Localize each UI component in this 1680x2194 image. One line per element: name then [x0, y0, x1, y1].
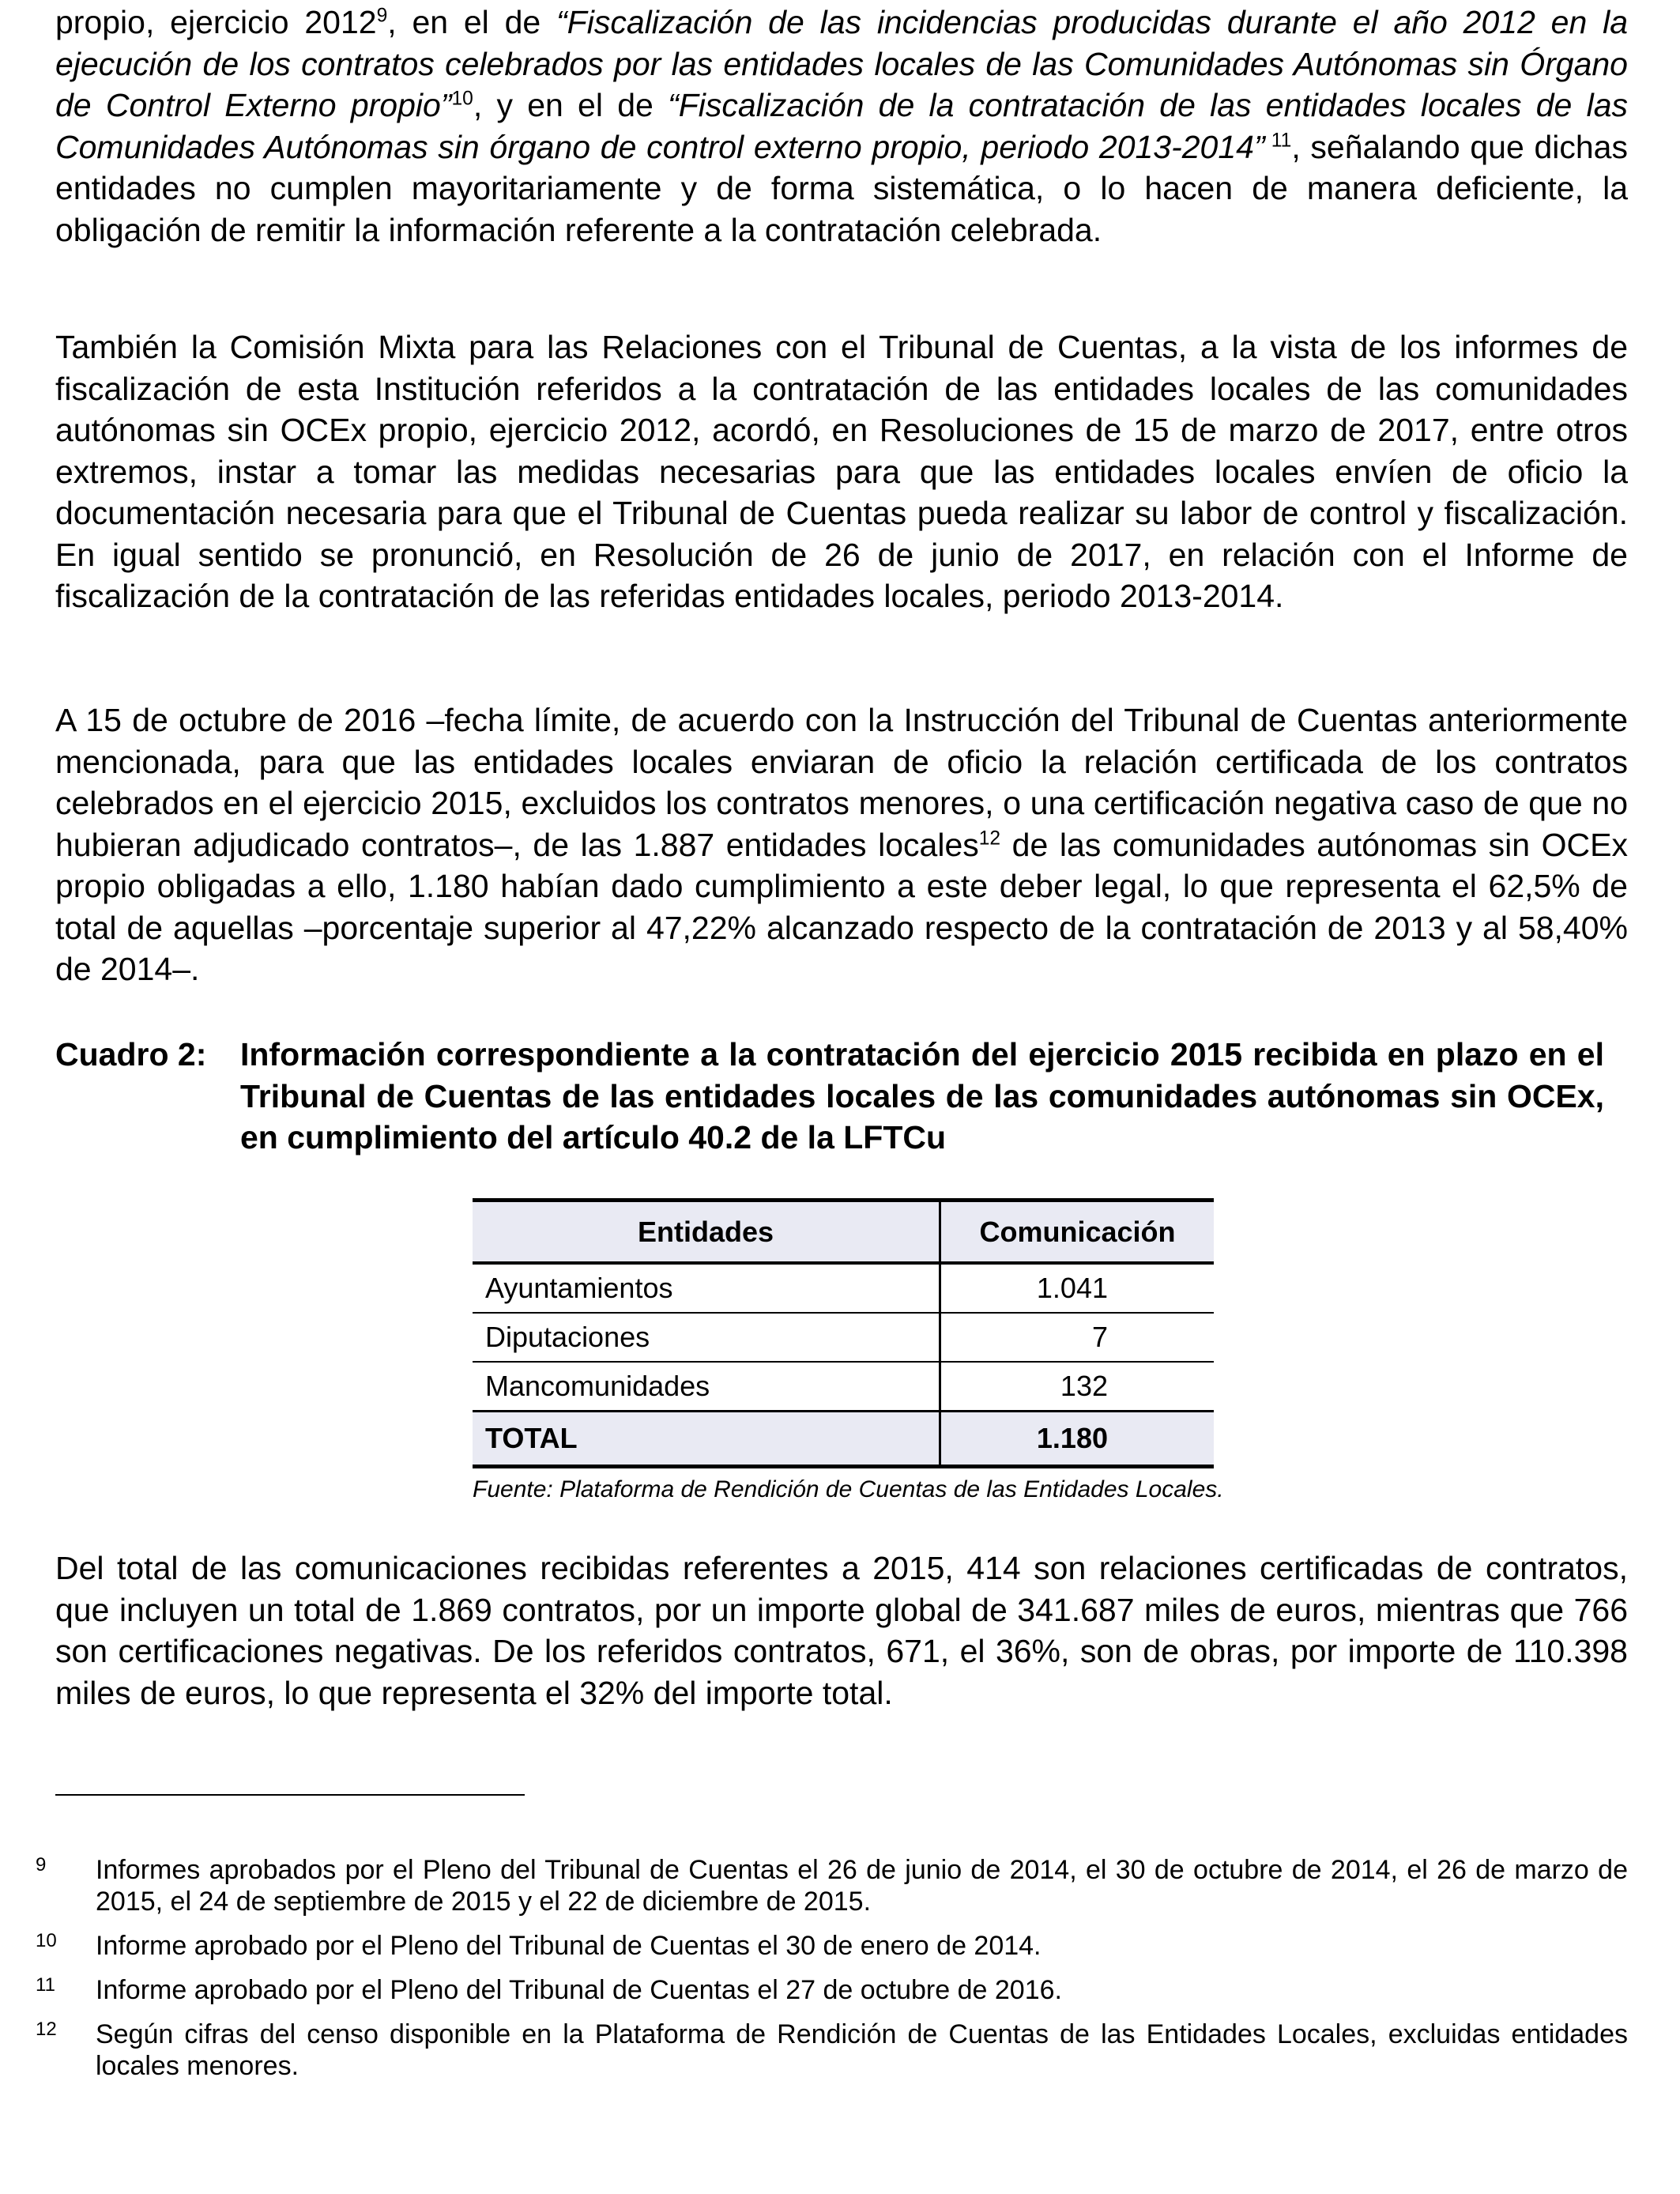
- header-comunicacion: Comunicación: [940, 1201, 1215, 1264]
- paragraph-1: [55, 2, 1628, 251]
- paragraph-4: Del total de las comunicaciones recibidas referentes a 2015, 414 son relaciones certificadas de contratos, que incluyen un total de 1.869 contratos, por un importe global de 341.687 miles de euros, mientras que 766 son certificaciones negativas. De los referidos contratos, 671, el 36%, son de obras, por importe de 110.398 miles de euros, lo que representa el 32% del importe total.: [55, 1550, 1628, 1711]
- table-total-row: [473, 1412, 1214, 1467]
- p1-italic-title-2: “Fiscalización de la contratación de las entidades locales de las Comunidades Autónomas sin órgano de control externo propio, periodo 2013-2014”: [55, 87, 1629, 165]
- table-row: [473, 1263, 1214, 1313]
- total-value: 1.180: [940, 1412, 1215, 1467]
- header-entidades: Entidades: [473, 1201, 940, 1264]
- footnote-mark: 12: [36, 2019, 57, 2040]
- paragraph-2: También la Comisión Mixta para las Relaciones con el Tribunal de Cuentas, a la vista de los informes de fiscalización de esta Institución referidos a la contratación de las entidades locales de las comunidades autónomas sin OCEx propio, ejercicio 2012, acordó, en Resoluciones de 15 de marzo de 2017, entre otros extremos, instar a tomar las medidas necesarias para que las entidades locales envíen de oficio la documentación necesaria para que el Tribunal de Cuentas pueda realizar su labor de control y fiscalización. En igual sentido se pronunció, en Resolución de 26 de junio de 2017, en relación con el Informe de fiscalización de la contratación de las referidas entidades locales, periodo 2013-2014.: [55, 329, 1628, 614]
- footnote-ref-10[interactable]: 10: [451, 88, 473, 110]
- footnote-11: [36, 1974, 1628, 2006]
- table-row: [473, 1362, 1214, 1412]
- paragraph-3: [55, 699, 1628, 990]
- p1-italic-title-1: “Fiscalización de las incidencias producidas durante el año 2012 en la ejecución de los contratos celebrados por las entidades locales de las Comunidades Autónomas sin Órgano de Control Externo propio”: [55, 4, 1629, 123]
- total-label: TOTAL: [473, 1412, 940, 1467]
- footnote-text: Informe aprobado por el Pleno del Tribunal de Cuentas el 27 de octubre de 2016.: [96, 1975, 1062, 2005]
- data-table: [473, 1198, 1214, 1468]
- footnote-mark: 9: [36, 1854, 47, 1875]
- row-name: Diputaciones: [473, 1313, 940, 1362]
- caption-label: Cuadro 2:: [55, 1036, 207, 1072]
- footnote-text: Informe aprobado por el Pleno del Tribunal de Cuentas el 30 de enero de 2014.: [96, 1931, 1042, 1961]
- row-name: Mancomunidades: [473, 1362, 940, 1412]
- p3-text-1: A 15 de octubre de 2016 ‒fecha límite, de acuerdo con la Instrucción del Tribunal de Cuentas anteriormente mencionada, para que las entidades locales enviaran de oficio la relación certificada de los contratos celebrados en el ejercicio 2015, excluidos los contratos menores, o una certificación negativa caso de que no hubieran adjudicado contratos‒, de las 1.887 entidades locales: [55, 702, 1628, 863]
- p1-text-3: , y en el de: [473, 87, 669, 123]
- caption-text: Información correspondiente a la contratación del ejercicio 2015 recibida en plazo en el Tribunal de Cuentas de las entidades locales de las comunidades autónomas sin OCEx, en cumplimiento del artículo 40.2 de la LFTCu: [240, 1036, 1604, 1155]
- p1-text-1: propio, ejercicio 2012: [55, 4, 377, 40]
- footnote-text: Informes aprobados por el Pleno del Tribunal de Cuentas el 26 de junio de 2014, el 30 de octubre de 2014, el 26 de marzo de 2015, el 24 de septiembre de 2015 y el 22 de diciembre de 2015.: [96, 1855, 1628, 1917]
- row-name: Ayuntamientos: [473, 1263, 940, 1313]
- footnote-9: [36, 1854, 1628, 1917]
- footnote-mark: 11: [36, 1974, 55, 1996]
- table-header-row: [473, 1201, 1214, 1264]
- footnote-divider: [55, 1794, 525, 1796]
- footnote-10: [36, 1930, 1628, 1962]
- footnote-ref-11[interactable]: 11: [1264, 129, 1292, 151]
- row-value: 1.041: [940, 1263, 1215, 1313]
- table-caption: [55, 1034, 1604, 1159]
- p1-text-2: , en el de: [387, 4, 557, 40]
- p3-text-2: de las comunidades autónomas sin OCEx propio obligadas a ello, 1.180 habían dado cumplimiento a este deber legal, lo que representa el 62,5% de total de aquellas ‒porcentaje superior al 47,22% alcanzado respecto de la contratación de 2013 y al 58,40% de 2014‒.: [55, 826, 1628, 987]
- footnote-ref-12[interactable]: 12: [978, 827, 1001, 849]
- footnote-mark: 10: [36, 1930, 57, 1951]
- row-value: 132: [940, 1362, 1215, 1412]
- table-source-note: Fuente: Plataforma de Rendición de Cuentas de las Entidades Locales.: [473, 1476, 1224, 1502]
- p1-text-4: , señalando que dichas entidades no cumplen mayoritariamente y de forma sistemática, o lo hacen de manera deficiente, la obligación de remitir la información referente a la contratación celebrada.: [55, 128, 1628, 248]
- footnote-ref-9[interactable]: 9: [376, 5, 388, 27]
- table-row: [473, 1313, 1214, 1362]
- data-table-block: [473, 1198, 1224, 1503]
- footnote-text: Según cifras del censo disponible en la Plataforma de Rendición de Cuentas de las Entidades Locales, excluidas entidades locales menores.: [96, 2019, 1628, 2081]
- footnote-12: [36, 2019, 1628, 2082]
- row-value: 7: [940, 1313, 1215, 1362]
